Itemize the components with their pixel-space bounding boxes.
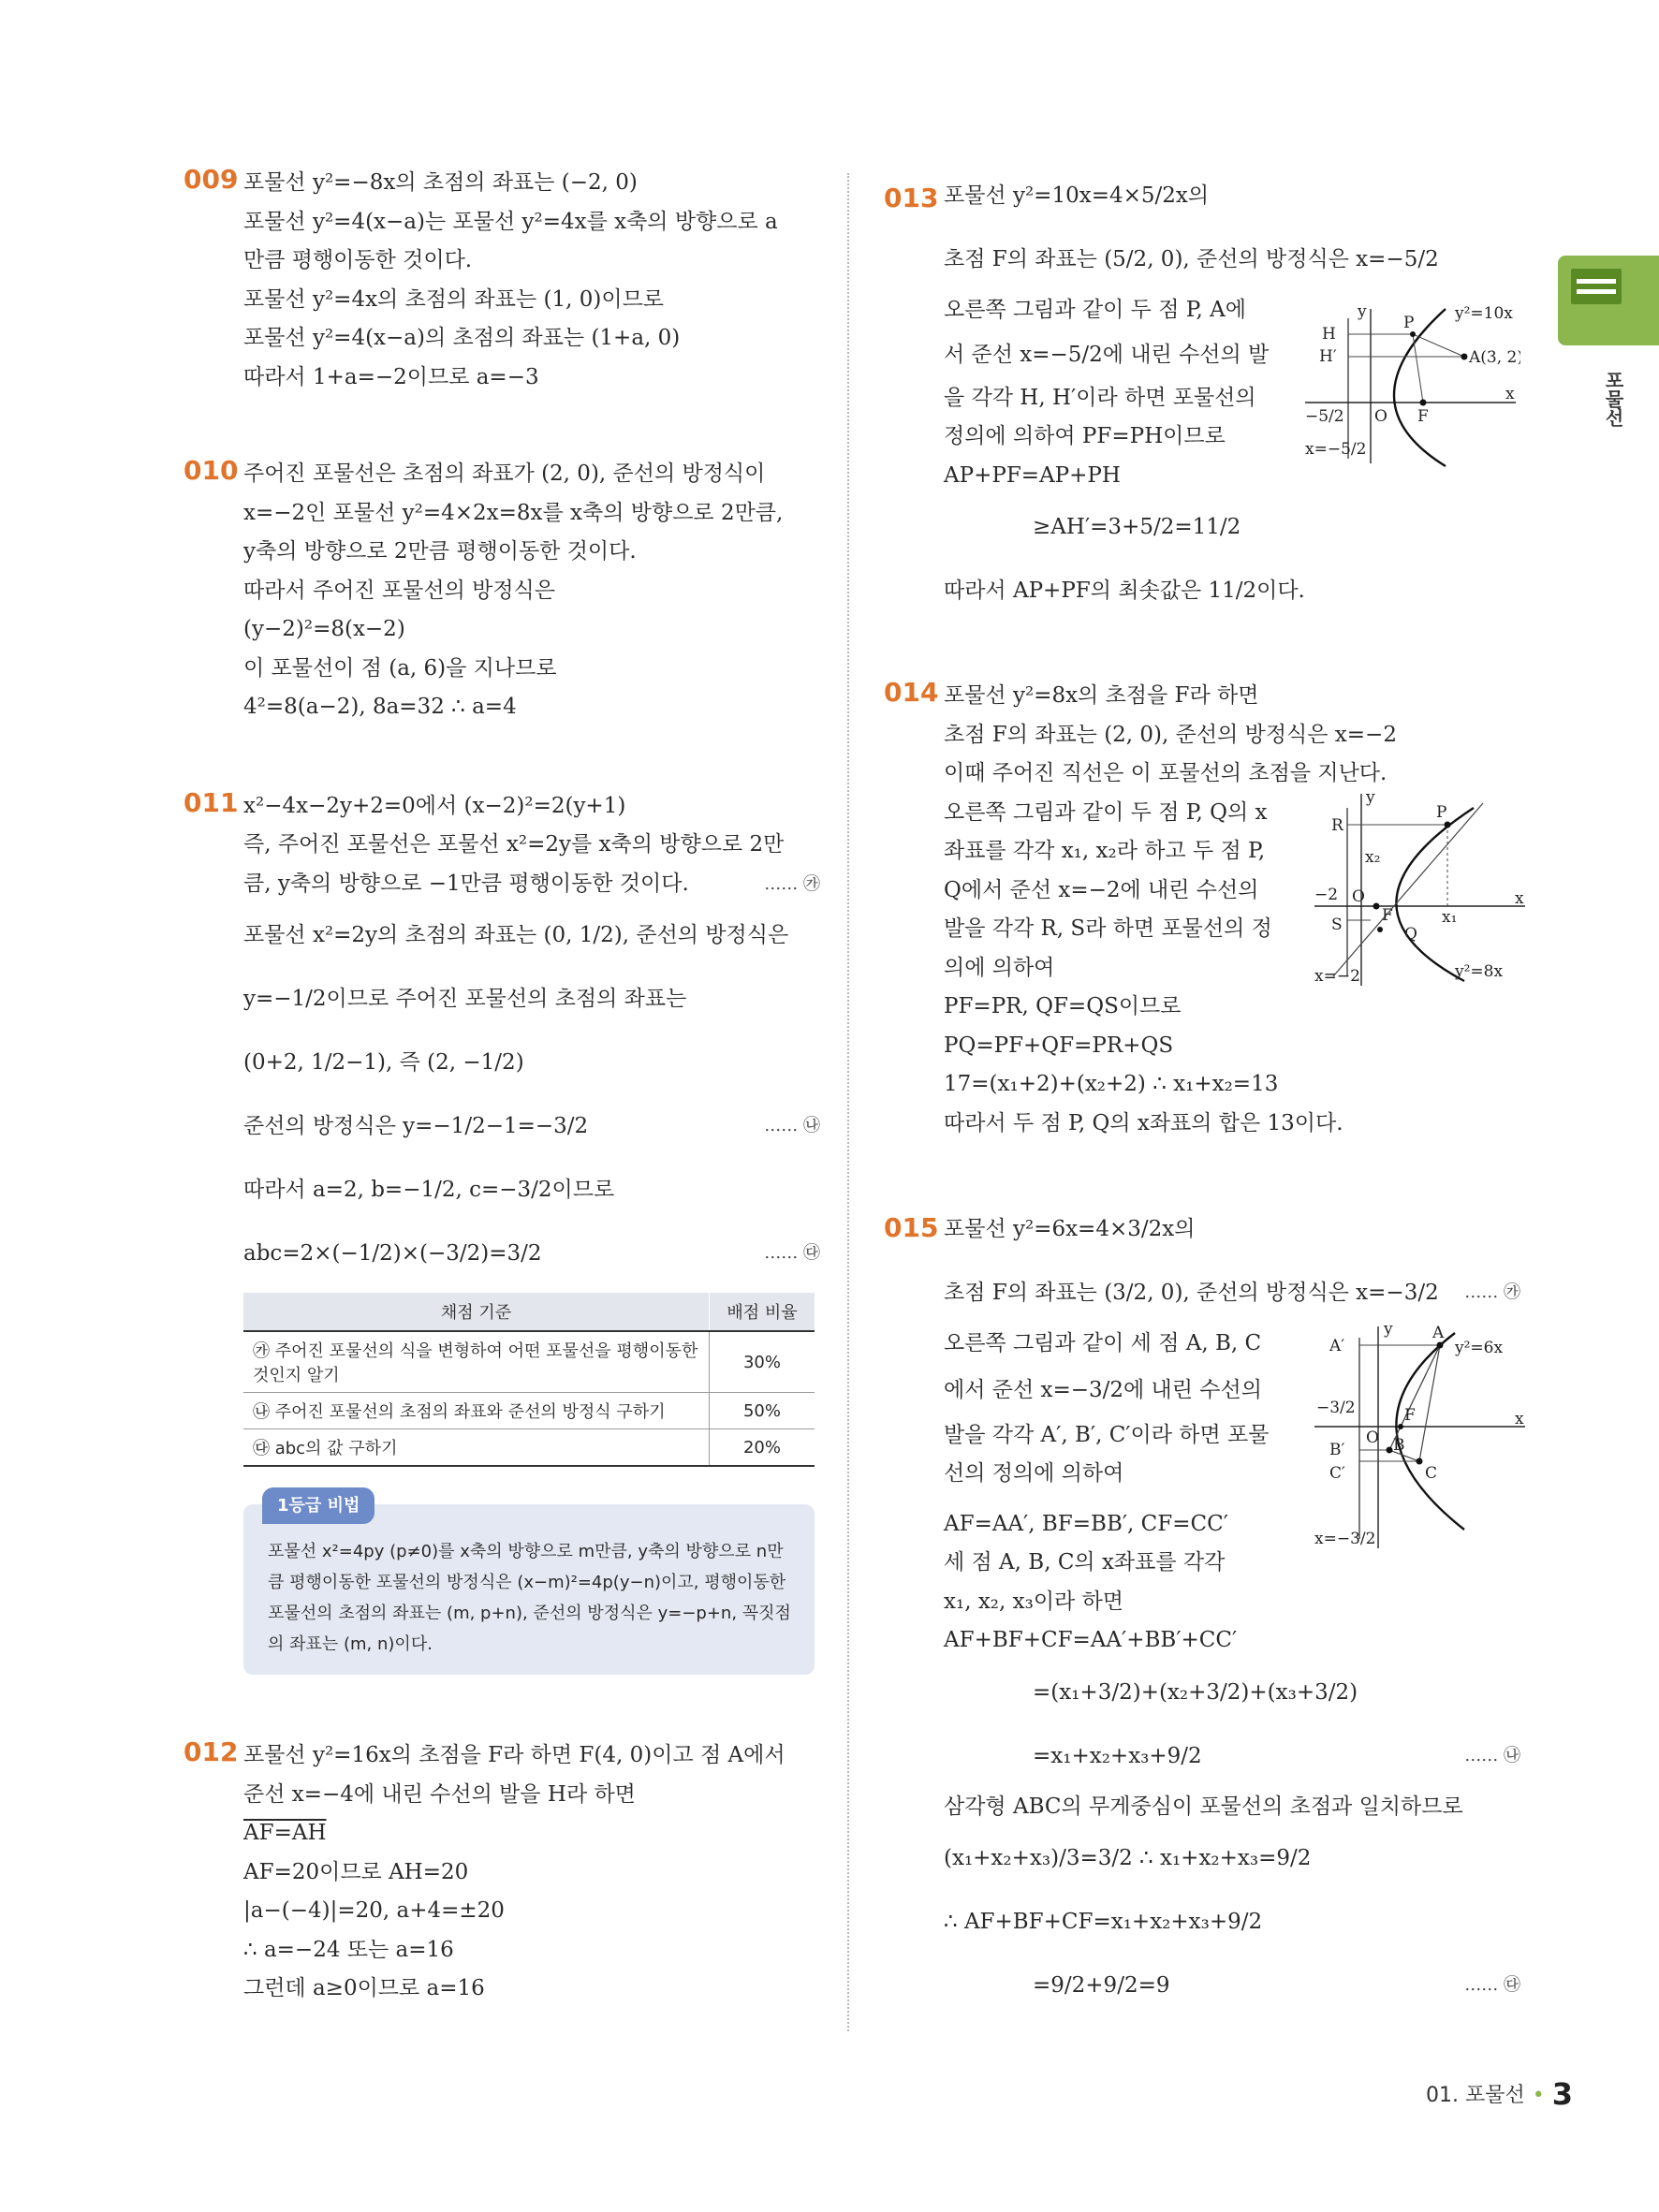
fig-label-p: P: [1403, 314, 1415, 332]
fig-label-a-prime: A′: [1329, 1337, 1345, 1355]
fig-label-b-prime: B′: [1329, 1441, 1345, 1459]
column-divider: [847, 173, 849, 2031]
solution-line: 포물선 y²=6x=4×3/2x의: [944, 1217, 1196, 1241]
solution-line: AF+BF+CF=AA′+BB′+CC′: [944, 1628, 1238, 1652]
solution-line: 따라서 두 점 P, Q의 x좌표의 합은 13이다.: [944, 1110, 1343, 1135]
table-cell-ratio: 20%: [710, 1429, 815, 1467]
scoring-table: [243, 1293, 815, 1467]
fig-label-a: A(3, 2): [1469, 348, 1520, 367]
fig-label-curve: y²=6x: [1455, 1339, 1504, 1357]
solution-line: 초점 F의 좌표는 (5/2, 0), 준선의 방정식은 x=−5/2: [944, 247, 1439, 271]
step-marker: …… ㉰: [764, 1243, 820, 1263]
solution-text: 큼, y축의 방향으로 −1만큼 평행이동한 것이다.: [243, 871, 689, 896]
step-marker: …… ㉰: [1464, 1975, 1520, 1995]
table-cell-criteria: ㉰ abc의 값 구하기: [243, 1429, 710, 1467]
fig-label-s: S: [1331, 916, 1343, 934]
problem-010: [184, 455, 820, 727]
solution-line: ∴ AF+BF+CF=x₁+x₂+x₃+9/2: [944, 1910, 1263, 1934]
fig-label-q: Q: [1404, 925, 1417, 944]
fig-label-y: y: [1358, 302, 1367, 321]
fig-label-curve: y²=8x: [1455, 962, 1504, 981]
solution-line: AF=20이므로 AH=20: [243, 1859, 469, 1884]
problem-014: [884, 677, 1524, 1143]
solution-line: 17=(x₁+2)+(x₂+2) ∴ x₁+x₂=13: [944, 1072, 1279, 1096]
fig-label-curve: y²=10x: [1455, 304, 1513, 323]
solution-line: 발을 각각 R, S라 하면 포물선의 정: [944, 916, 1272, 941]
chapter-tab-icon: [1571, 269, 1622, 304]
fig-label-f: F: [1404, 1406, 1416, 1425]
page-number: 3: [1551, 2076, 1573, 2112]
left-column: [184, 164, 820, 2046]
solution-line: 선의 정의에 의하여: [944, 1461, 1124, 1486]
fig-label-o: O: [1374, 407, 1387, 426]
chapter-tab-label: 포물선: [1602, 371, 1624, 427]
solution-line: y축의 방향으로 2만큼 평행이동한 것이다.: [243, 539, 637, 564]
problem-number: 009: [184, 164, 239, 195]
solution-line: Q에서 준선 x=−2에 내린 수선의: [944, 877, 1259, 902]
footer-chapter: 01. 포물선: [1426, 2084, 1525, 2107]
solution-line: PF=PR, QF=QS이므로: [944, 994, 1182, 1018]
table-cell-criteria: ㉯ 주어진 포물선의 초점의 좌표와 준선의 방정식 구하기: [243, 1393, 710, 1429]
solution-line: 을 각각 H, H′이라 하면 포물선의: [944, 385, 1256, 410]
fig-label-h: H: [1322, 325, 1336, 344]
fig-label-x1: x₁: [1442, 908, 1458, 927]
solution-line: =(x₁+3/2)+(x₂+3/2)+(x₃+3/2): [1033, 1679, 1358, 1705]
parabola-diagram: [1314, 1319, 1530, 1553]
problem-013: [884, 164, 1520, 623]
solution-line: 포물선 y²=4x의 초점의 좌표는 (1, 0)이므로: [243, 286, 665, 312]
solution-text: 초점 F의 좌표는 (3/2, 0), 준선의 방정식은 x=−3/2: [944, 1281, 1439, 1305]
solution-line: 이때 주어진 직선은 이 포물선의 초점을 지난다.: [944, 761, 1387, 785]
solution-line: 포물선 y²=8x의 초점을 F라 하면: [944, 683, 1259, 708]
table-row: [243, 1429, 815, 1467]
solution-line: x=−2인 포물선 y²=4×2x=8x를 x축의 방향으로 2만큼,: [243, 500, 784, 525]
solution-line: [243, 865, 820, 904]
fig-label-o: O: [1366, 1428, 1379, 1447]
solution-line: (0+2, 1/2−1), 즉 (2, −1/2): [243, 1050, 524, 1075]
problem-number: 015: [884, 1212, 939, 1243]
solution-line: 세 점 A, B, C의 x좌표를 각각: [944, 1550, 1226, 1575]
solution-line: 정의에 의하여 PF=PH이므로: [944, 424, 1226, 448]
fig-label-y: y: [1384, 1320, 1393, 1339]
chapter-tab: [1558, 256, 1659, 345]
solution-line: AP+PF=AP+PH: [944, 462, 1121, 488]
solution-line: [944, 1724, 1520, 1788]
fig-label-directrix: x=−2: [1314, 967, 1360, 986]
solution-line: |a−(−4)|=20, a+4=±20: [243, 1898, 505, 1923]
solution-line: 이 포물선이 점 (a, 6)을 지나므로: [243, 655, 557, 681]
solution-line: 오른쪽 그림과 같이 두 점 P, A에: [944, 298, 1247, 322]
table-cell-ratio: 30%: [710, 1331, 815, 1393]
parabola-diagram: [1305, 300, 1520, 468]
tip-text: 포물선 x²=4py (p≠0)를 x축의 방향으로 m만큼, y축의 방향으로 n만큼 평행이동한 포물선의 방정식은 (x−m)²=4p(y−n)이고, 평행이동한 포물선의 초점의 좌표는 (m, p+n), 준선의 방정식은 y=−p+n, 꼭짓점의 좌표는 (m, n)이다.: [268, 1542, 791, 1654]
solution-line: 즉, 주어진 포물선은 포물선 x²=2y를 x축의 방향으로 2만: [243, 832, 785, 857]
solution-line: AF=AH: [243, 1821, 327, 1845]
solution-line: AF=AA′, BF=BB′, CF=CC′: [944, 1511, 1228, 1536]
table-row: [243, 1393, 815, 1429]
fig-label-a: A: [1432, 1324, 1445, 1342]
problem-number: 014: [884, 677, 939, 708]
step-marker: …… ㉯: [764, 1116, 820, 1135]
fig-label-x: x: [1515, 1410, 1524, 1428]
parabola-diagram: [1314, 789, 1530, 990]
solution-line: x₁, x₂, x₃이라 하면: [944, 1589, 1124, 1614]
fig-label-c-prime: C′: [1329, 1464, 1345, 1483]
solution-line: 오른쪽 그림과 같이 두 점 P, Q의 x: [944, 799, 1268, 825]
step-marker: …… ㉮: [1464, 1282, 1520, 1302]
solution-line: 만큼 평행이동한 것이다.: [243, 248, 473, 272]
solution-line: 따라서 1+a=−2이므로 a=−3: [243, 364, 539, 389]
problem-number: 012: [184, 1736, 239, 1767]
solution-line: 포물선 y²=16x의 초점을 F라 하면 F(4, 0)이고 점 A에서: [243, 1743, 785, 1767]
fig-label-r: R: [1331, 816, 1343, 835]
solution-line: ≥AH′=3+5/2=11/2: [1033, 515, 1241, 539]
solution-line: 포물선 y²=4(x−a)는 포물선 y²=4x를 x축의 방향으로 a: [243, 209, 778, 234]
fig-label-x2: x₂: [1365, 848, 1381, 867]
solution-line: 따라서 AP+PF의 최솟값은 11/2이다.: [944, 579, 1305, 603]
figure-015: [1314, 1319, 1530, 1553]
fig-label-f: F: [1382, 906, 1393, 925]
solution-line: ∴ a=−24 또는 a=16: [243, 1937, 454, 1962]
fig-label-c: C: [1425, 1464, 1438, 1483]
tip-box: [243, 1496, 815, 1675]
figure-013: [1305, 300, 1520, 468]
fig-label-h-prime: H′: [1319, 347, 1337, 366]
step-marker: …… ㉯: [1464, 1745, 1520, 1765]
solution-line: 주어진 포물선은 초점의 좌표가 (2, 0), 준선의 방정식이: [243, 461, 766, 486]
solution-line: 따라서 a=2, b=−1/2, c=−3/2이므로: [243, 1178, 615, 1202]
problem-015: [884, 1197, 1524, 2017]
tip-tag: 1등급 비법: [262, 1487, 374, 1524]
solution-line: 준선 x=−4에 내린 수선의 발을 H라 하면: [243, 1781, 636, 1807]
problem-number: 011: [184, 786, 239, 818]
solution-line: [944, 1261, 1520, 1325]
right-column: [884, 164, 1524, 2055]
solution-line: 포물선 y²=10x=4×5/2x의: [944, 183, 1210, 208]
solution-text: =x₁+x₂+x₃+9/2: [1033, 1743, 1202, 1768]
problem-011: [184, 787, 820, 1676]
table-row: [243, 1331, 815, 1393]
fig-label-y: y: [1366, 789, 1375, 807]
fig-label-neg: −5/2: [1305, 407, 1344, 426]
solution-line: [944, 1954, 1520, 2017]
fig-label-neg: −2: [1314, 886, 1339, 904]
solution-text: 준선의 방정식은 y=−1/2−1=−3/2: [243, 1114, 589, 1138]
fig-label-f: F: [1417, 407, 1429, 426]
solution-line: 포물선 y²=−8x의 초점의 좌표는 (−2, 0): [243, 170, 638, 195]
fig-label-directrix: x=−3/2: [1314, 1530, 1376, 1548]
table-header-ratio: 배점 비율: [710, 1293, 815, 1331]
footer-bullet: •: [1532, 2084, 1545, 2107]
table-cell-criteria: ㉮ 주어진 포물선의 식을 변형하여 어떤 포물선을 평행이동한 것인지 알기: [243, 1331, 710, 1393]
fig-label-directrix: x=−5/2: [1305, 440, 1367, 459]
solution-line: [243, 1094, 820, 1158]
table-header-criteria: 채점 기준: [243, 1293, 710, 1331]
problem-009: [184, 164, 820, 397]
step-marker: …… ㉮: [764, 873, 820, 894]
solution-line: 의에 의하여: [944, 955, 1055, 980]
table-cell-ratio: 50%: [710, 1393, 815, 1429]
solution-line: 4²=8(a−2), 8a=32 ∴ a=4: [243, 695, 517, 719]
figure-014: [1314, 789, 1530, 990]
solution-line: y=−1/2이므로 주어진 포물선의 초점의 좌표는: [243, 987, 687, 1011]
solution-line: 포물선 x²=2y의 초점의 좌표는 (0, 1/2), 준선의 방정식은: [243, 923, 789, 947]
solution-line: x²−4x−2y+2=0에서 (x−2)²=2(y+1): [243, 793, 626, 818]
solution-text: abc=2×(−1/2)×(−3/2)=3/2: [243, 1241, 542, 1266]
solution-line: 그런데 a≥0이므로 a=16: [243, 1976, 485, 2000]
solution-line: 포물선 y²=4(x−a)의 초점의 좌표는 (1+a, 0): [243, 326, 681, 350]
solution-line: 따라서 주어진 포물선의 방정식은: [243, 578, 555, 603]
solution-line: 좌표를 각각 x₁, x₂라 하고 두 점 P,: [944, 839, 1266, 863]
fig-label-x: x: [1515, 889, 1524, 908]
problem-012: [184, 1736, 820, 2009]
fig-label-b: B: [1393, 1436, 1405, 1455]
solution-line: (y−2)²=8(x−2): [243, 617, 405, 641]
solution-line: PQ=PF+QF=PR+QS: [944, 1033, 1174, 1058]
solution-text: =9/2+9/2=9: [1033, 1973, 1170, 1998]
solution-line: 초점 F의 좌표는 (2, 0), 준선의 방정식은 x=−2: [944, 722, 1397, 747]
fig-label-o: O: [1352, 887, 1365, 906]
solution-line: (x₁+x₂+x₃)/3=3/2 ∴ x₁+x₂+x₃=9/2: [944, 1846, 1312, 1870]
solution-line: 에서 준선 x=−3/2에 내린 수선의: [944, 1377, 1262, 1402]
problem-number: 010: [184, 455, 239, 486]
problem-number: 013: [884, 183, 939, 213]
fig-label-neg: −3/2: [1316, 1399, 1356, 1417]
solution-line: [243, 1222, 820, 1285]
fig-label-p: P: [1436, 803, 1447, 822]
page-footer: [1426, 2076, 1573, 2112]
solution-line: 발을 각각 A′, B′, C′이라 하면 포물: [944, 1422, 1270, 1447]
solution-line: 서 준선 x=−5/2에 내린 수선의 발: [944, 342, 1270, 367]
solution-line: 오른쪽 그림과 같이 세 점 A, B, C: [944, 1331, 1262, 1355]
solution-line: 삼각형 ABC의 무게중심이 포물선의 초점과 일치하므로: [944, 1794, 1463, 1819]
fig-label-x: x: [1505, 385, 1515, 403]
